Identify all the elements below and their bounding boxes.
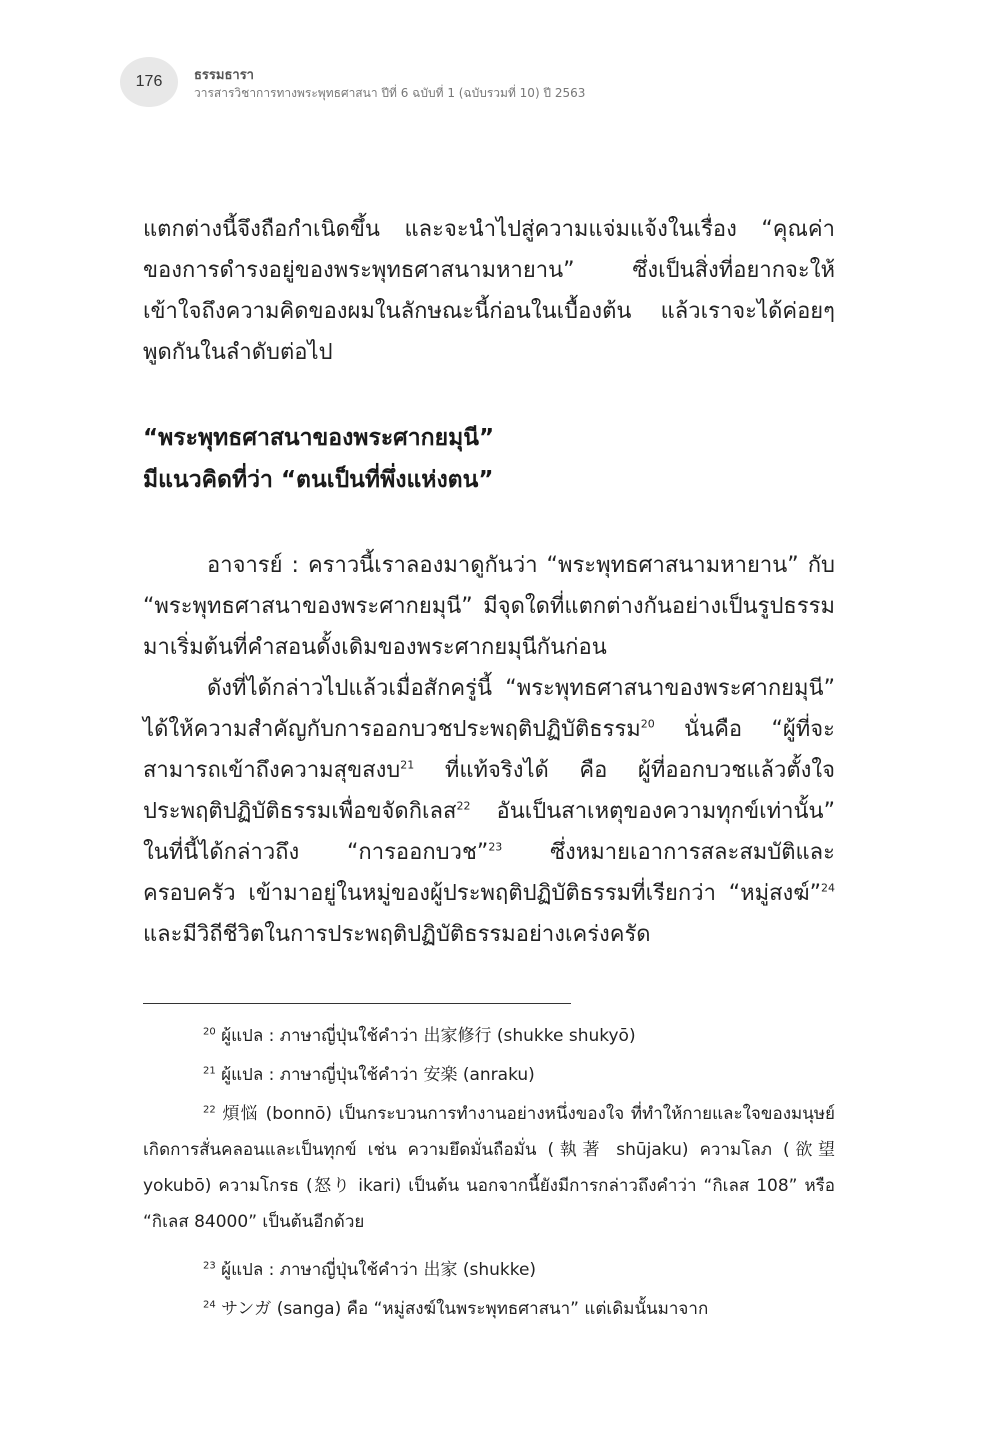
footnote-22 xyxy=(143,1096,835,1240)
footnote-20 xyxy=(143,1018,835,1054)
paragraph-2-text-5: ซึ่งหมายเอาการสละสมบัติและครอบครัว เข้ามาอยู่ในหมู่ของผู้ประพฤติปฏิบัติธรรมที่เรียกว่า “หมู่สงฆ์” xyxy=(143,840,835,906)
footnote-ref-21[interactable]: 21 xyxy=(400,758,415,772)
footnote-text: ผู้แปล : ภาษาญี่ปุ่นใช้คำว่า 出家 (shukke) xyxy=(215,1260,537,1280)
section-heading xyxy=(143,417,835,501)
paragraph-2-text-4: อันเป็นสาเหตุของความทุกข์เท่านั้น” ในที่นี้ได้กล่าวถึง “การออกบวช” xyxy=(143,799,835,865)
journal-name: ธรรมธารา xyxy=(194,68,254,83)
body-paragraph-1: อาจารย์ : คราวนี้เราลองมาดูกันว่า “พระพุทธศาสนามหายาน” กับ “พระพุทธศาสนาของพระศากยมุนี” มีจุดใดที่แตกต่างกันอย่างเป็นรูปธรรม มาเริ่มต้นที่คำสอนดั้งเดิมของพระศากยมุนีกันก่อน xyxy=(143,553,835,660)
body-paragraph-2 xyxy=(143,668,835,955)
footnote-number: 24 xyxy=(203,1299,216,1311)
intro-paragraph: แตกต่างนี้จึงถือกำเนิดขึ้น และจะนำไปสู่ความแจ่มแจ้งในเรื่อง “คุณค่าของการดำรงอยู่ของพระพุทธศาสนามหายาน” ซึ่งเป็นสิ่งที่อยากจะให้เข้าใจถึงความคิดของผมในลักษณะนี้ก่อนในเบื้องต้น แล้วเราจะได้ค่อยๆ พูดกันในลำดับต่อไป xyxy=(143,217,835,365)
footnote-text: 煩悩 (bonnō) เป็นกระบวนการทำงานอย่างหนึ่งของใจ ที่ทำให้กายและใจของมนุษย์เกิดการสั่นคลอนและเป็นทุกข์ เช่น ความยึดมั่นถือมั่น (執著 shūjaku) ความโลภ (欲望 yokubō) ความโกรธ (怒り ikari) เป็นต้น นอกจากนี้ยังมีการกล่าวถึงคำว่า “กิเลส 108” หรือ “กิเลส 84000” เป็นต้นอีกด้วย xyxy=(143,1104,835,1232)
section-heading-line-1: “พระพุทธศาสนาของพระศากยมุนี” xyxy=(143,425,495,451)
footnote-number: 20 xyxy=(203,1026,216,1038)
paragraph-2-text-3: ที่แท้จริงได้ คือ ผู้ที่ออกบวชแล้วตั้งใจประพฤติปฏิบัติธรรมเพื่อขจัดกิเลส xyxy=(143,758,835,824)
page-number-badge xyxy=(120,57,178,107)
footnote-ref-20[interactable]: 20 xyxy=(640,717,655,731)
footnote-number: 21 xyxy=(203,1065,216,1077)
footnote-23 xyxy=(143,1252,835,1288)
footnote-text: ผู้แปล : ภาษาญี่ปุ่นใช้คำว่า 安楽 (anraku) xyxy=(215,1065,535,1085)
page-number: 176 xyxy=(135,73,163,90)
footnote-number: 22 xyxy=(203,1104,216,1116)
footnote-ref-24[interactable]: 24 xyxy=(821,881,835,895)
footnote-divider xyxy=(143,1003,571,1004)
paragraph-2-text-1: ดังที่ได้กล่าวไปแล้วเมื่อสักครู่นี้ “พระพุทธศาสนาของพระศากยมุนี” ได้ให้ความสำคัญกับการออกบวชประพฤติปฏิบัติธรรม xyxy=(143,676,835,742)
footnote-text: ผู้แปล : ภาษาญี่ปุ่นใช้คำว่า 出家修行 (shukke shukyō) xyxy=(215,1026,636,1046)
section-heading-line-2: มีแนวคิดที่ว่า “ตนเป็นที่พึ่งแห่งตน” xyxy=(143,467,494,493)
journal-issue: วารสารวิชาการทางพระพุทธศาสนา ปีที่ 6 ฉบับที่ 1 (ฉบับรวมที่ 10) ปี 2563 xyxy=(194,86,586,100)
paragraph-2-text-6: และมีวิถีชีวิตในการประพฤติปฏิบัติธรรมอย่างเคร่งครัด xyxy=(143,922,651,947)
footnote-ref-22[interactable]: 22 xyxy=(456,799,471,813)
footnote-ref-23[interactable]: 23 xyxy=(488,840,503,854)
footnote-number: 23 xyxy=(203,1260,216,1272)
paragraph-2-text-2: นั่นคือ “ผู้ที่จะสามารถเข้าถึงความสุขสงบ xyxy=(143,717,835,783)
footnote-text: サンガ (sanga) คือ “หมู่สงฆ์ในพระพุทธศาสนา” แต่เดิมนั้นมาจาก xyxy=(215,1299,709,1319)
footnote-24 xyxy=(143,1291,835,1327)
footnote-21 xyxy=(143,1057,835,1093)
